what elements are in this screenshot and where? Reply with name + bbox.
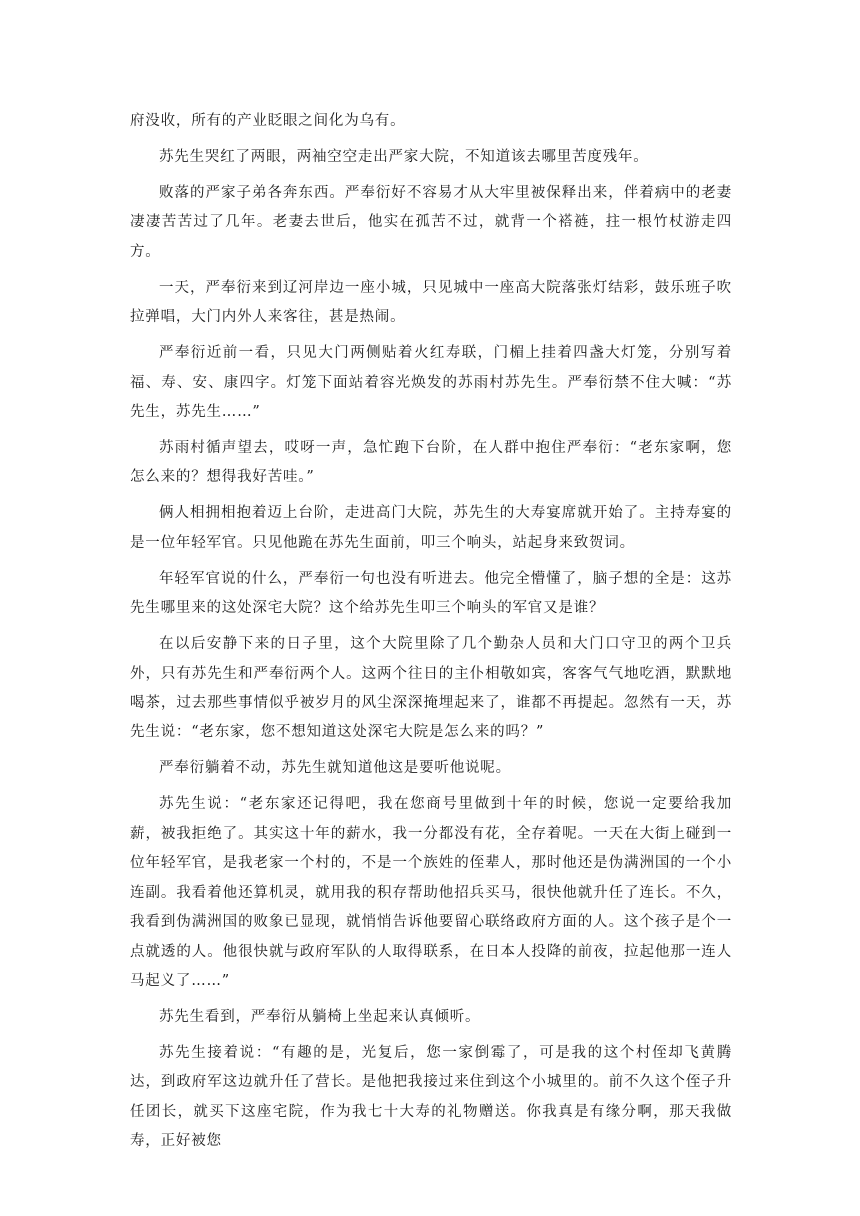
paragraph: 严奉衍近前一看，只见大门两侧贴着火红寿联，门楣上挂着四盏大灯笼，分别写着福、寿、安、康四字。灯笼下面站着容光焕发的苏雨村苏先生。严奉衍禁不住大喊：“苏先生，苏先生……” <box>130 345 732 421</box>
paragraph: 苏先生哭红了两眼，两袖空空走出严家大院，不知道该去哪里苦度残年。 <box>159 149 649 165</box>
paragraph: 一天，严奉衍来到辽河岸边一座小城，只见城中一座高大院落张灯结彩，鼓乐班子吹拉弹唱，大门内外人来客往，甚是热闹。 <box>130 279 732 326</box>
paragraph: 苏先生看到，严奉衍从躺椅上坐起来认真倾听。 <box>159 1008 481 1025</box>
paragraph: 苏先生说：“老东家还记得吧，我在您商号里做到十年的时候，您说一定要给我加薪，被我拒绝了。其实这十年的薪水，我一分都没有花，全存着呢。一天在大街上碰到一位年轻军官，是我老家一个村的，不是一个族姓的侄辈人，那时他还是伪满洲国的一个小连副。我看着他还算机灵，就用我的积存帮助他招兵买马，很快他就升任了连长。不久，我看到伪满洲国的败象已显现，就悄悄告诉他要留心联络政府方面的人。这个孩子是个一点就透的人。他很快就与政府军队的人取得联系，在日本人投降的前夜，拉起他那一连人马起义了……” <box>130 796 732 989</box>
paragraph: 苏雨村循声望去，哎呀一声，急忙跑下台阶，在人群中抱住严奉衍：“老东家啊，您怎么来的？想得我好苦哇。” <box>130 440 732 486</box>
paragraph: 在以后安静下来的日子里，这个大院里除了几个勤杂人员和大门口守卫的两个卫兵外，只有苏先生和严奉衍两个人。这两个往日的主仆相敬如宾，客客气气地吃酒，默默地喝茶，过去那些事情似乎被岁月的风尘深深掩埋起来了，谁都不再提起。忽然有一天，苏先生说：“老东家，您不想知道这处深宅大院是怎么来的吗？” <box>130 636 732 741</box>
paragraph: 俩人相拥相抱着迈上台阶，走进高门大院，苏先生的大寿宴席就开始了。主持寿宴的是一位年轻军官。只见他跪在苏先生面前，叩三个响头，站起身来致贺词。 <box>130 505 732 551</box>
paragraph: 严奉衍躺着不动，苏先生就知道他这是要听他说呢。 <box>159 760 511 777</box>
paragraph: 年轻军官说的什么，严奉衍一句也没有听进去。他完全懵懂了，脑子想的全是：这苏先生哪里来的这处深宅大院？这个给苏先生叩三个响头的军官又是谁？ <box>130 570 732 617</box>
paragraph: 府没收，所有的产业眨眼之间化为乌有。 <box>130 113 406 129</box>
paragraph: 败落的严家子弟各奔东西。严奉衍好不容易才从大牢里被保释出来，伴着病中的老妻凄凄苦苦过了几年。老妻去世后，他实在孤苦不过，就背一个褡裢，拄一根竹杖游走四方。 <box>130 185 732 260</box>
document-body <box>130 107 732 1163</box>
paragraph: 苏先生接着说：“有趣的是，光复后，您一家倒霉了，可是我的这个村侄却飞黄腾达，到政府军这边就升任了营长。是他把我接过来住到这个小城里的。前不久这个侄子升任团长，就买下这座宅院，作为我七十大寿的礼物赠送。你我真是有缘分啊，那天我做寿，正好被您 <box>130 1044 732 1150</box>
